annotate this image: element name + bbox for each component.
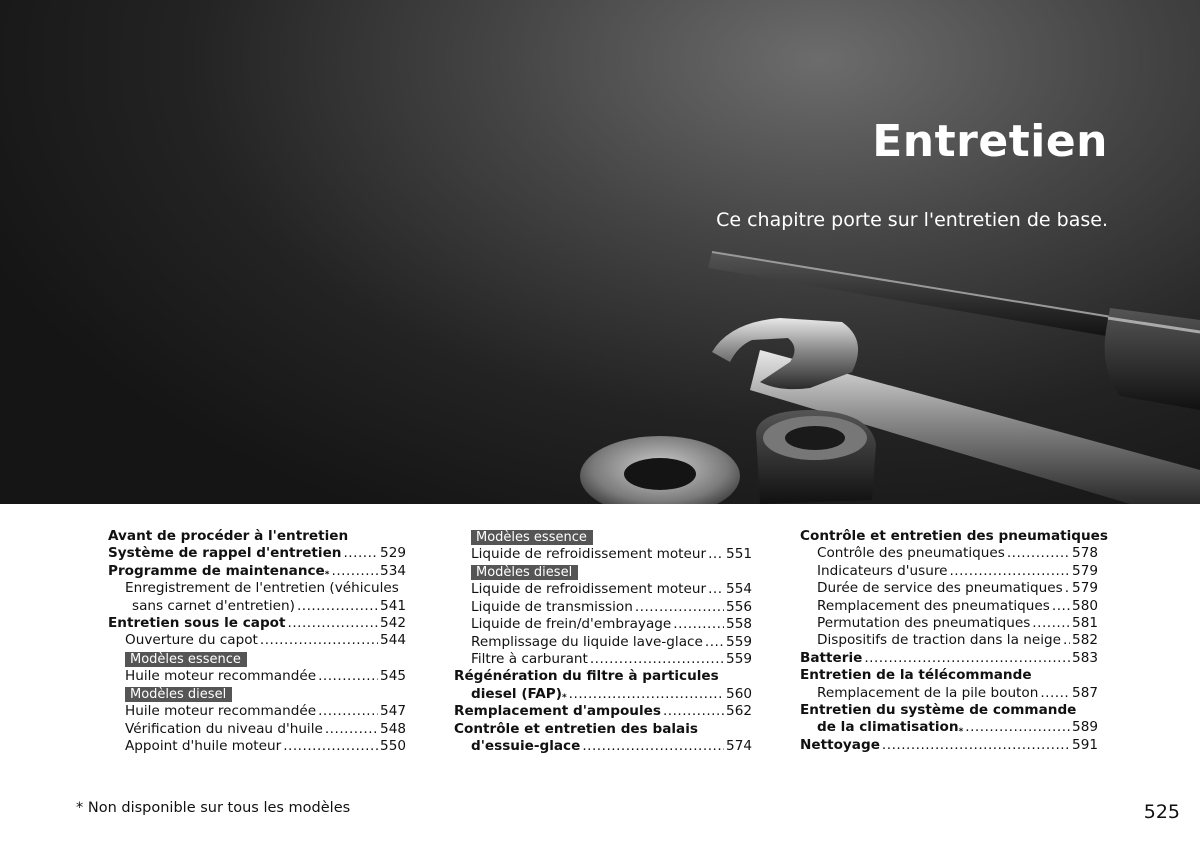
leader-dots (569, 686, 724, 703)
toc-entry-label: Filtre à carburant (471, 650, 588, 667)
toc-entry-label: Ouverture du capot (125, 632, 258, 649)
model-tag: Modèles essence (471, 530, 593, 545)
toc-entry-label: Programme de maintenance (108, 562, 325, 579)
leader-dots (882, 737, 1070, 754)
toc-entry-label: Remplacement des pneumatiques (817, 597, 1050, 614)
toc-entry-label: Liquide de refroidissement moteur (471, 581, 707, 598)
toc-entry-label: Indicateurs d'usure (817, 562, 948, 579)
leader-dots (332, 563, 379, 580)
toc-entry-page: 544 (380, 632, 406, 649)
toc-entry-page: 554 (726, 581, 752, 598)
footnote: * Non disponible sur tous les modèles (76, 800, 351, 816)
nut-hole (785, 426, 845, 450)
leader-dots (705, 634, 724, 651)
toc-entry[interactable] (454, 738, 752, 755)
toc-entry-label: sans carnet d'entretien) (132, 597, 295, 614)
toc-entry[interactable] (800, 580, 1098, 597)
asterisk-mark: * (958, 726, 964, 737)
toc-entry-page: 556 (726, 598, 752, 615)
toc-entry-label: Contrôle des pneumatiques (817, 545, 1005, 562)
leader-dots (582, 738, 724, 755)
toc-entry-label: d'essuie-glace (471, 737, 581, 754)
leader-dots (1065, 580, 1070, 597)
toc-entry-page: 541 (380, 597, 406, 614)
toc-entry[interactable] (454, 581, 752, 598)
toc-entry-label: de la climatisation (817, 719, 959, 736)
leader-dots (864, 650, 1070, 667)
toc-entry-label: Liquide de refroidissement moteur (471, 545, 707, 562)
toc-entry-label: Système de rappel d'entretien (108, 545, 342, 562)
toc-entry-page: 582 (1072, 632, 1098, 649)
toc-entry-page: 579 (1072, 562, 1098, 579)
toc-entry-label: Régénération du filtre à particules (454, 668, 719, 685)
toc-entry-page: 578 (1072, 545, 1098, 562)
toc-entry-page: 559 (726, 650, 752, 667)
toc-entry-page: 579 (1072, 580, 1098, 597)
toc-entry[interactable] (800, 563, 1098, 580)
toc-entry[interactable] (454, 651, 752, 668)
toc-entry-label: Durée de service des pneumatiques (817, 580, 1063, 597)
toc-entry[interactable] (108, 580, 406, 597)
toc-entry[interactable] (108, 528, 406, 545)
leader-dots (590, 651, 724, 668)
page-number: 525 (1143, 801, 1180, 823)
leader-dots (708, 546, 724, 563)
toc-entry[interactable] (108, 738, 406, 755)
model-tag: Modèles diesel (471, 565, 578, 580)
leader-dots (708, 581, 724, 598)
toc-entry[interactable] (800, 632, 1098, 649)
toc-entry-label: Permutation des pneumatiques (817, 614, 1031, 631)
toc-entry[interactable] (454, 634, 752, 651)
leader-dots (288, 615, 379, 632)
toc-entry[interactable] (108, 668, 406, 685)
model-tag: Modèles essence (125, 652, 247, 667)
leader-dots (260, 632, 378, 649)
toc-entry-label: diesel (FAP) (471, 685, 562, 702)
toc-entry-page: 529 (380, 545, 406, 562)
toc-entry-label: Avant de procéder à l'entretien (108, 527, 349, 544)
leader-dots (635, 599, 724, 616)
leader-dots (1063, 632, 1070, 649)
toc-entry[interactable] (454, 546, 752, 563)
toc-entry-page: 545 (380, 667, 406, 684)
toc-entry-page: 547 (380, 703, 406, 720)
toc-entry-label: Liquide de frein/d'embrayage (471, 616, 672, 633)
toc-entry-page: 542 (380, 614, 406, 631)
toc-entry[interactable] (454, 686, 752, 703)
chapter-title: Entretien (872, 116, 1108, 167)
toc-entry-continuation[interactable] (108, 598, 406, 615)
toc-entry-page: 548 (380, 720, 406, 737)
toc-entry-page: 559 (726, 633, 752, 650)
toc-entry[interactable] (454, 616, 752, 633)
leader-dots (318, 703, 378, 720)
toc-entry-label: Liquide de transmission (471, 598, 633, 615)
toc-entry[interactable] (800, 667, 1098, 684)
toc-entry-label: Huile moteur recommandée (125, 703, 317, 720)
toc-entry[interactable] (454, 599, 752, 616)
toc-entry[interactable] (800, 650, 1098, 667)
toc-entry[interactable] (108, 545, 406, 562)
toc-entry-label: Dispositifs de traction dans la neige (817, 632, 1061, 649)
toc-entry-label: Appoint d'huile moteur (125, 737, 282, 754)
toc-entry[interactable] (108, 615, 406, 632)
toc-column-1 (108, 528, 406, 755)
toc-entry-label: Huile moteur recommandée (125, 667, 317, 684)
leader-dots (1007, 545, 1070, 562)
model-tag: Modèles diesel (125, 687, 232, 702)
leader-dots (1052, 598, 1070, 615)
toc-entry[interactable] (108, 632, 406, 649)
toc-entry-label: Entretien de la télécommande (800, 667, 1032, 684)
toc-entry-page: 587 (1072, 684, 1098, 701)
toc-entry[interactable] (800, 719, 1098, 736)
toc-entry[interactable] (108, 703, 406, 720)
leader-dots (283, 738, 378, 755)
toc-entry[interactable] (454, 668, 752, 685)
toc-entry-label: Nettoyage (800, 736, 880, 753)
toc-entry[interactable] (108, 563, 406, 580)
toc-entry-page: 562 (726, 703, 752, 720)
toc-entry-page: 591 (1072, 736, 1098, 753)
leader-dots (318, 668, 378, 685)
leader-dots (297, 598, 378, 615)
toc-entry[interactable] (454, 721, 752, 738)
asterisk-mark: * (324, 570, 330, 581)
toc-entry-label: Remplacement d'ampoules (454, 703, 661, 720)
toc-entry-label: Batterie (800, 649, 863, 666)
toc-entry-page: 550 (380, 737, 406, 754)
toc-entry-label: Entretien sous le capot (108, 614, 286, 631)
leader-dots (343, 545, 378, 562)
leader-dots (1040, 685, 1070, 702)
toc-entry-page: 583 (1072, 649, 1098, 666)
toc-entry-label: Contrôle et entretien des balais (454, 720, 698, 737)
toc-entry-label: Contrôle et entretien des pneumatiques (800, 527, 1108, 544)
chapter-subtitle: Ce chapitre porte sur l'entretien de base. (716, 209, 1108, 231)
toc-entry-label: Enregistrement de l'entretien (véhicules (125, 580, 399, 597)
toc-entry[interactable] (454, 703, 752, 720)
toc-entry-page: 560 (726, 685, 752, 702)
toc-entry-label: Vérification du niveau d'huile (125, 720, 323, 737)
toc-entry-page: 589 (1072, 719, 1098, 736)
toc-entry[interactable] (800, 702, 1098, 719)
toc-entry-label: Remplacement de la pile bouton (817, 684, 1039, 701)
toc-column-3 (800, 527, 1108, 754)
toc-entry[interactable] (800, 685, 1098, 702)
screwdriver-highlight (712, 252, 1118, 318)
leader-dots (325, 721, 378, 738)
leader-dots (965, 719, 1070, 736)
toc-entry-label: Remplissage du liquide lave-glace (471, 633, 703, 650)
toc-column-2 (454, 528, 752, 755)
toc-entry-page: 558 (726, 616, 752, 633)
toc-entry[interactable] (108, 721, 406, 738)
toc-entry-page: 580 (1072, 597, 1098, 614)
leader-dots (1032, 615, 1070, 632)
toc-entry-page: 534 (380, 562, 406, 579)
toc-entry-label: Entretien du système de commande (800, 701, 1077, 718)
washer-hole (624, 458, 696, 490)
toc-entry[interactable] (800, 615, 1098, 632)
toc-entry[interactable] (800, 527, 1108, 545)
toc-entry-page: 574 (726, 737, 752, 754)
leader-dots (949, 563, 1070, 580)
toc-entry[interactable] (800, 598, 1098, 615)
leader-dots (663, 703, 724, 720)
toc-entry-page: 551 (726, 545, 752, 562)
toc-entry[interactable] (800, 737, 1098, 754)
leader-dots (673, 616, 724, 633)
toc-entry-page: 581 (1072, 614, 1098, 631)
toc-entry[interactable] (800, 545, 1098, 562)
asterisk-mark: * (561, 693, 567, 704)
